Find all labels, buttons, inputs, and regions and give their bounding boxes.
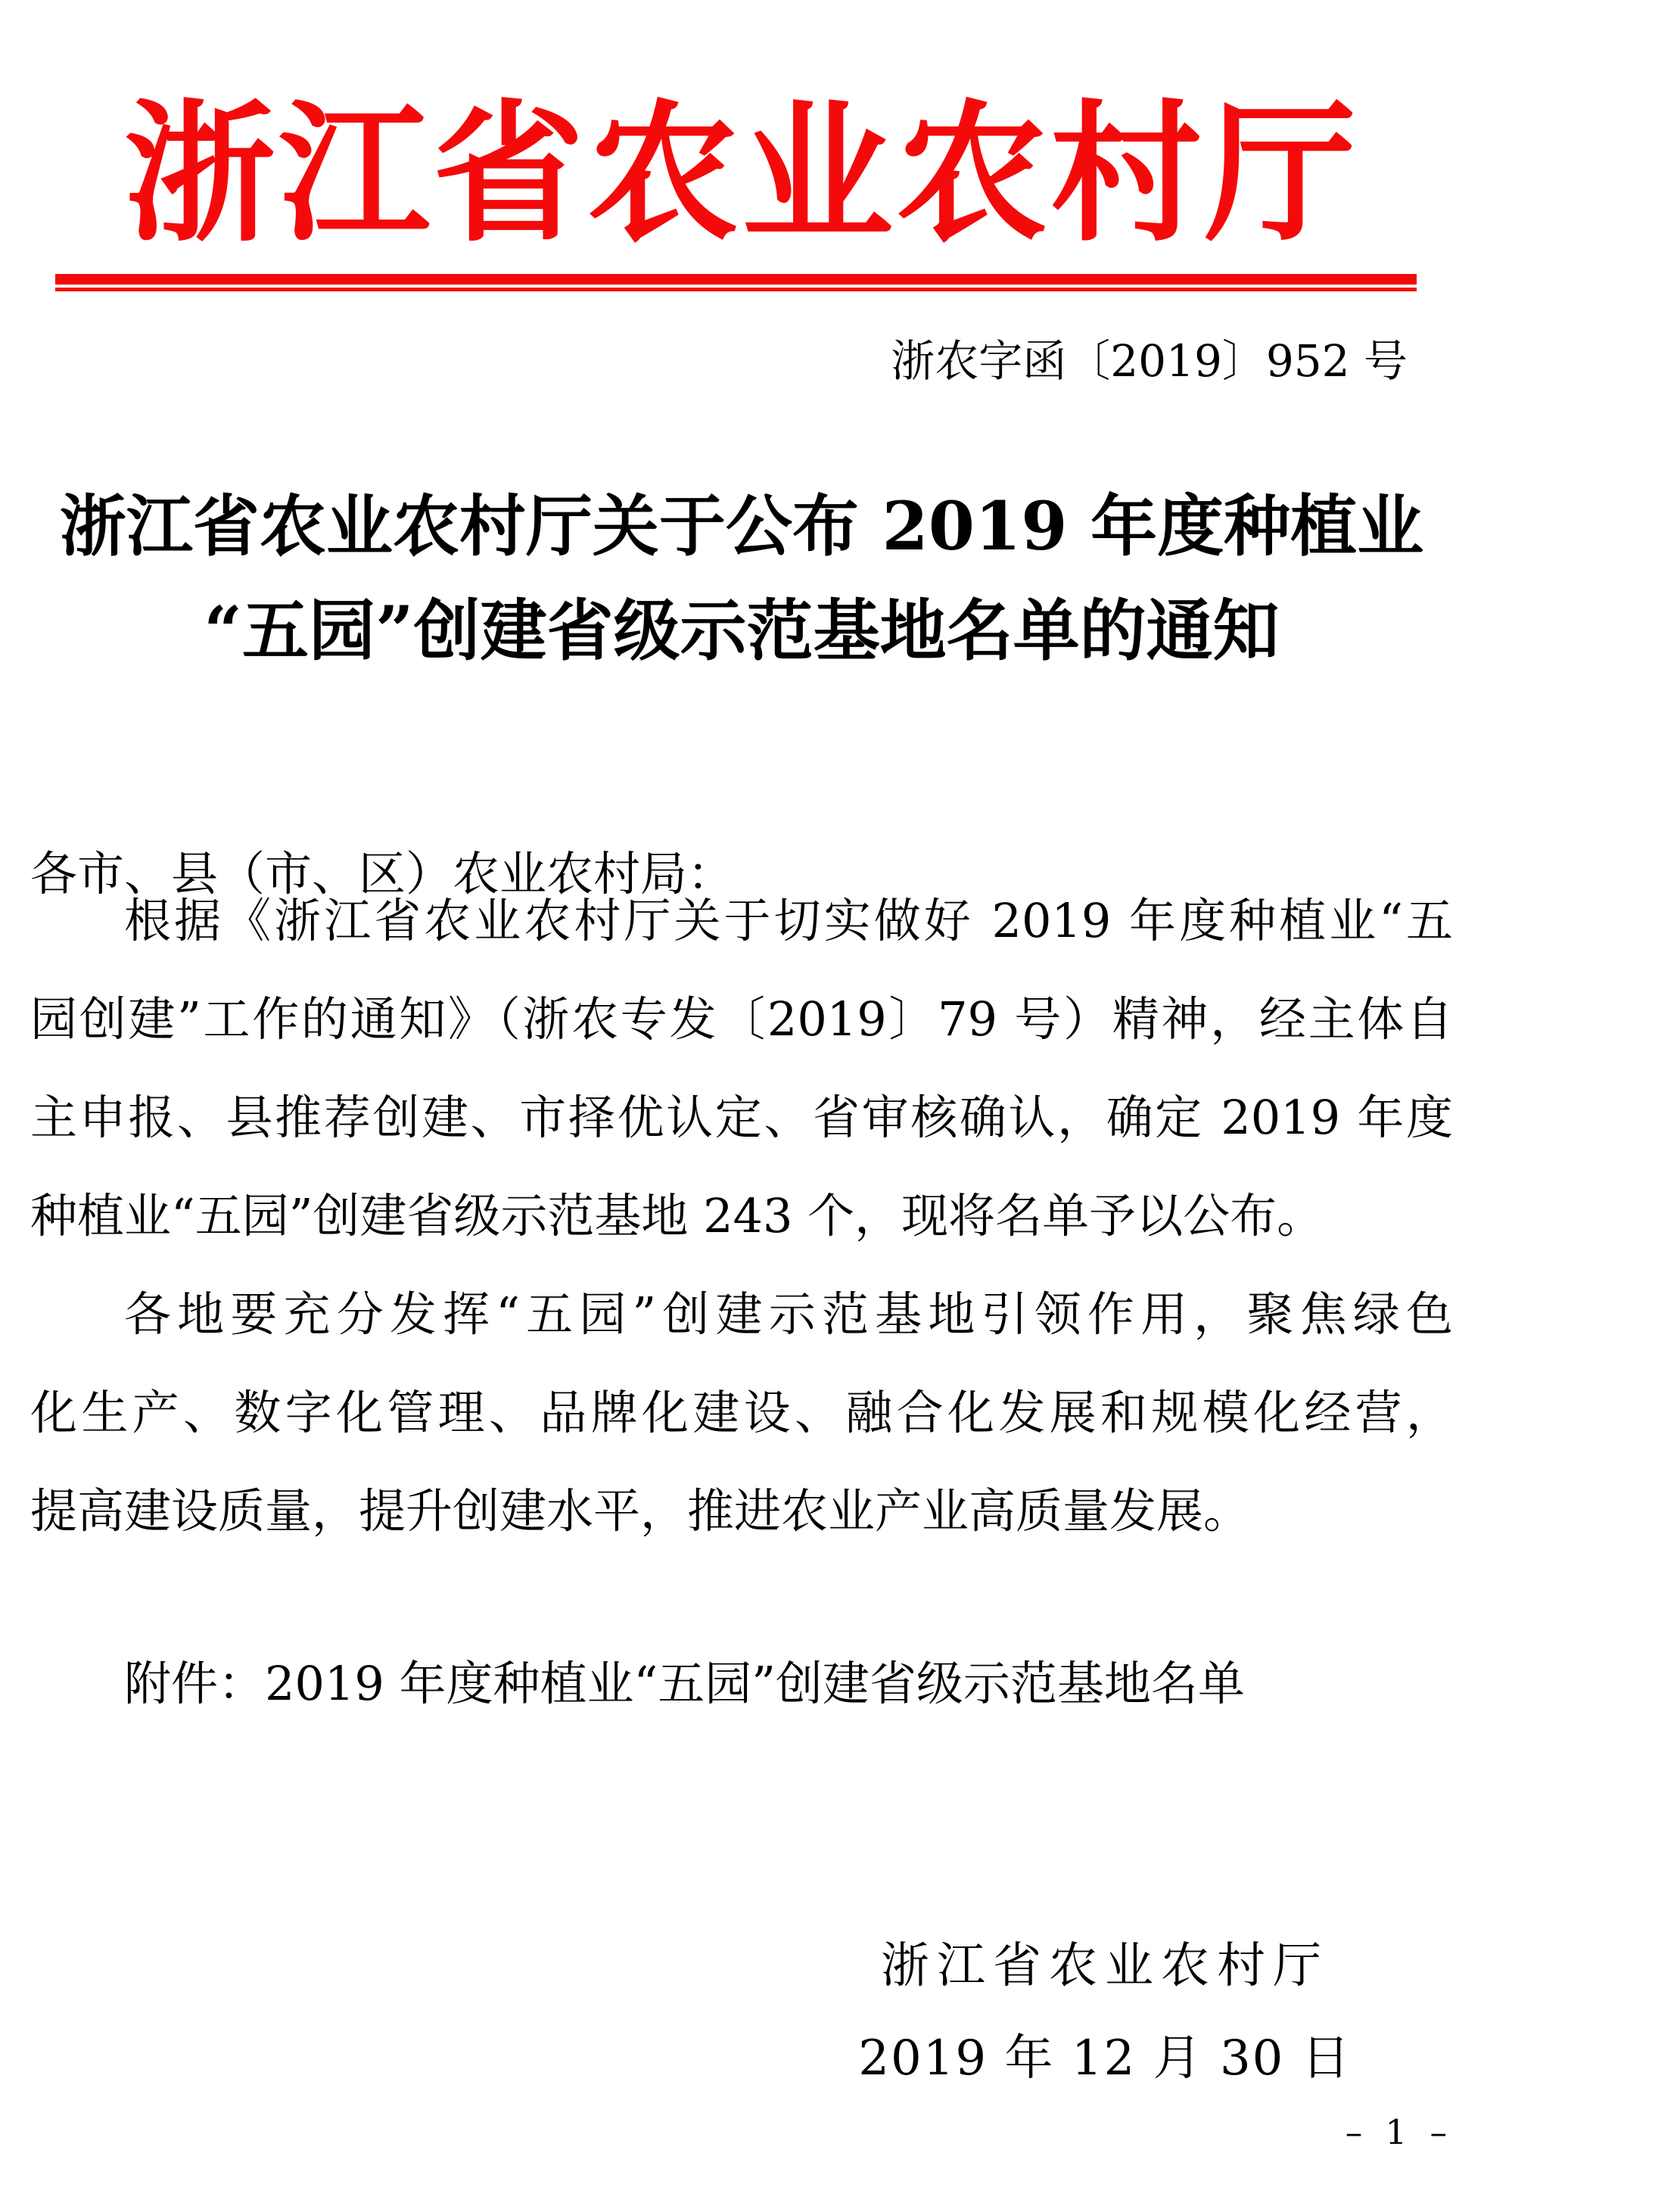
- document-number: 浙农字函〔2019〕952 号: [891, 335, 1408, 387]
- separator-thin-bar: [55, 288, 1417, 291]
- paragraph-1-line-3: 主申报、县推荐创建、市择优认定、省审核确认，确定 2019 年度: [30, 1090, 1453, 1145]
- separator-thick-bar: [55, 274, 1417, 285]
- signature-date: 2019 年 12 月 30 日: [858, 2030, 1352, 2086]
- paragraph-1-line-1: 根据《浙江省农业农村厅关于切实做好 2019 年度种植业“五: [124, 893, 1453, 948]
- notice-title-line-2: “五园”创建省级示范基地名单的通知: [204, 591, 1280, 670]
- paragraph-1: [30, 872, 1453, 1265]
- letterhead-separator-rule: [55, 274, 1417, 291]
- page-number: – 1 –: [1345, 2112, 1453, 2152]
- paragraph-1-line-4: 种植业“五园”创建省级示范基地 243 个，现将名单予以公布。: [30, 1188, 1324, 1243]
- signature-agency-name: 浙江省农业农村厅: [881, 1938, 1329, 1994]
- signature-block: [802, 1931, 1408, 2093]
- notice-title-line-1: 浙江省农业农村厅关于公布 2019 年度种植业: [59, 487, 1424, 565]
- letterhead-agency-title: 浙江省农业农村厅: [123, 85, 1359, 263]
- salutation: 各市、县（市、区）农业农村局：: [30, 846, 735, 901]
- paragraph-2: [30, 1265, 1453, 1561]
- paragraph-2-line-3: 提高建设质量，提升创建水平，推进农业产业高质量发展。: [30, 1483, 1251, 1539]
- paragraph-2-line-1: 各地要充分发挥“五园”创建示范基地引领作用，聚焦绿色: [124, 1287, 1453, 1342]
- notice-title: [30, 474, 1453, 683]
- paragraph-2-line-2: 化生产、数字化管理、品牌化建设、融合化发展和规模化经营，: [30, 1385, 1453, 1440]
- attachment-line: 附件：2019 年度种植业“五园”创建省级示范基地名单: [124, 1656, 1245, 1711]
- paragraph-1-line-2: 园创建”工作的通知》（浙农专发〔2019〕79 号）精神，经主体自: [30, 991, 1453, 1047]
